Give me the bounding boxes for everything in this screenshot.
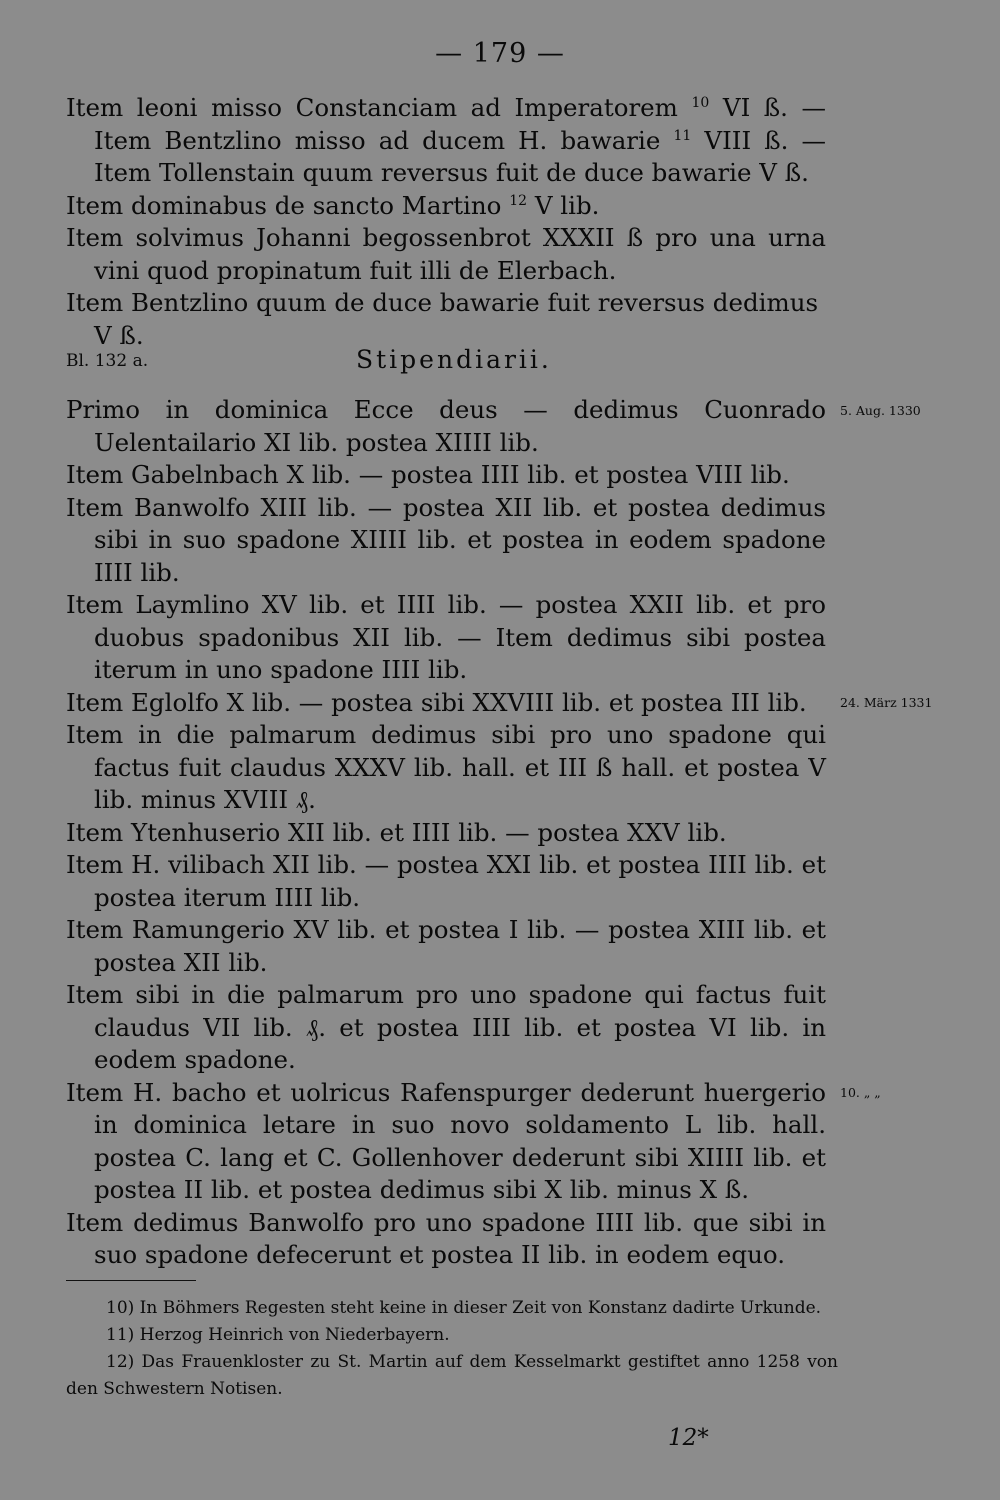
intro-paragraph-3: Item solvimus Johanni begossenbrot XXXII ß pro una urna vini quod propinatum fuit illi de Elerbach. bbox=[66, 223, 826, 285]
sheet-reference: Bl. 132 a. bbox=[66, 351, 149, 371]
section-title: Stipendiarii. bbox=[356, 345, 552, 374]
section-heading-row bbox=[66, 345, 826, 379]
footnote-10: 10) In Böhmers Regesten steht keine in dieser Zeit von Konstanz dadirte Urkunde. bbox=[106, 1298, 822, 1318]
page-number: — 179 — bbox=[435, 38, 565, 69]
entry-5: Item Eglolfo X lib. — postea sibi XXVIII lib. et postea III lib. bbox=[66, 687, 807, 717]
footnote-12: 12) Das Frauenkloster zu St. Martin auf dem Kesselmarkt gestiftet anno 1258 von den Schwestern Notisen. bbox=[66, 1352, 838, 1399]
entry-8: Item H. vilibach XII lib. — postea XXI lib. et postea IIII lib. et postea iterum IIII lib. bbox=[66, 850, 826, 912]
entry-10: Item sibi in die palmarum pro uno spadone qui factus fuit claudus VII lib. ₰. et postea IIII lib. et postea VI lib. in eodem spadone. bbox=[66, 980, 826, 1074]
entry-3: Item Banwolfo XIII lib. — postea XII lib. et postea dedimus sibi in suo spadone XIIII lib. et postea in eodem spadone IIII lib. bbox=[66, 492, 826, 587]
entry-1: Primo in dominica Ecce deus — dedimus Cuonrado Uelentailario XI lib. postea XIIII lib. bbox=[66, 395, 826, 457]
entry-9: Item Ramungerio XV lib. et postea I lib. — postea XIII lib. et postea XII lib. bbox=[66, 915, 826, 977]
entry-11: Item H. bacho et uolricus Rafenspurger dederunt huergerio in dominica letare in suo novo soldamento L lib. hall. postea C. lang et C. Gollenhover dederunt sibi XIIII lib. et postea II lib. et postea dedimus sibi X lib. minus X ß. bbox=[66, 1077, 826, 1204]
margin-date-1: 5. Aug. 1330 bbox=[840, 403, 921, 418]
entry-4: Item Laymlino XV lib. et IIII lib. — postea XXII lib. et pro duobus spadonibus XII lib. — Item dedimus sibi postea iterum in uno spadone IIII lib. bbox=[66, 590, 826, 684]
intro-paragraph-1: Item leoni misso Constanciam ad Imperatorem $^{10}$ VI ß. — Item Bentzlino misso ad ducem H. bawarie $^{11}$ VIII ß. — Item Tollenstain quum reversus fuit de duce bawarie V ß. bbox=[66, 93, 827, 187]
margin-date-2: 24. März 1331 bbox=[840, 695, 933, 710]
entry-7: Item Ytenhuserio XII lib. et IIII lib. — postea XXV lib. bbox=[66, 817, 727, 847]
entry-6: Item in die palmarum dedimus sibi pro uno spadone qui factus fuit claudus XXXV lib. hall. et III ß hall. et postea V lib. minus XVIII ₰. bbox=[66, 720, 826, 814]
footnote-divider bbox=[66, 1280, 196, 1281]
footnotes bbox=[66, 1295, 838, 1403]
intro-paragraph-4: Item Bentzlino quum de duce bawarie fuit reversus dedimus V ß. bbox=[66, 288, 819, 350]
entry-12: Item dedimus Banwolfo pro uno spadone IIII lib. que sibi in suo spadone defecerunt et postea II lib. in eodem equo. bbox=[66, 1207, 826, 1269]
intro-block bbox=[66, 92, 826, 352]
intro-paragraph-2: Item dominabus de sancto Martino $^{12}$ V lib. bbox=[66, 190, 600, 220]
footnote-11: 11) Herzog Heinrich von Niederbayern. bbox=[106, 1325, 450, 1345]
printer-signature-mark: 12* bbox=[668, 1425, 709, 1451]
entries-block bbox=[66, 394, 826, 1272]
entry-2: Item Gabelnbach X lib. — postea IIII lib. et postea VIII lib. bbox=[66, 460, 790, 489]
margin-date-3: 10. „ „ bbox=[840, 1085, 881, 1100]
